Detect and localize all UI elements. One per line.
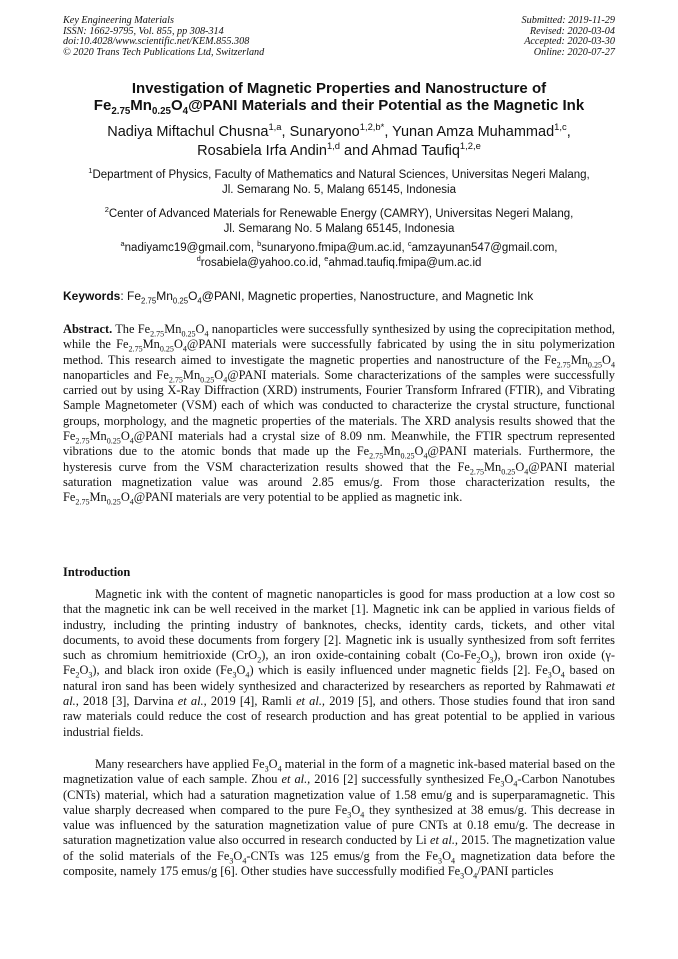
paper-title — [40, 80, 638, 117]
keywords-label: Keywords — [63, 289, 121, 303]
revised-date: Revised: 2020-03-04 — [529, 25, 615, 37]
email-link[interactable]: ahmad.taufiq.fmipa@um.ac.id — [328, 256, 482, 269]
online-date: Online: 2020-07-27 — [533, 46, 615, 58]
author-sep: , — [384, 124, 393, 140]
abstract-label: Abstract. — [63, 322, 113, 336]
author-name: Rosabiela Irfa Andin — [197, 143, 327, 159]
author-sep: and — [340, 143, 372, 159]
author-sup: 1,2,b* — [359, 121, 385, 133]
email-sup: b — [257, 239, 262, 249]
author-list — [40, 123, 638, 161]
email-link[interactable]: amzayunan547@gmail.com, — [411, 242, 558, 254]
authors-line-1 — [40, 123, 638, 142]
email-sup: c — [407, 239, 412, 249]
title-line-1: Investigation of Magnetic Properties and Nanostructure of — [131, 80, 547, 97]
formula-fe: Fe — [93, 97, 112, 114]
author-name: Ahmad Taufiq — [371, 143, 460, 159]
formula-mn: Mn — [130, 97, 152, 114]
keywords: Keywords: $Fe_{2.75}Mn_{0.25}O_4@PANI$, Magnetic properties, Nanostructure, and Magnetic Ink — [63, 289, 534, 306]
formula-o-sub: 4 — [182, 106, 189, 117]
affiliation-line: Center of Advanced Materials for Renewable Energy (CAMRY), Universitas Negeri Malang, — [108, 208, 574, 220]
affiliation-line: Jl. Semarang No. 5 Malang 65145, Indonesia — [223, 223, 455, 235]
email-sup: e — [324, 253, 329, 263]
author-sep: , — [566, 124, 571, 140]
journal-copyright: © 2020 Trans Tech Publications Ltd, Switzerland — [63, 46, 265, 58]
authors-line-2 — [40, 142, 638, 161]
author-name: Yunan Amza Muhammad — [392, 124, 555, 140]
intro-paragraph-1: Magnetic ink with the content of magnetic nanoparticles is good for mass production at a low cost so that the magnetic ink can be well received in the market [1]. Magnetic ink can be applied in various fields of industry, including the printing industry of banknotes, checks, identity cards, tickets, and other vital documents, to avoid these documents from forgery [2]. Magnetic ink is usually synthesized from soft ferrites such as chromium hemitrioxide (CrO$_2$), an iron oxide-containing cobalt $(Co-Fe_2O_3)$, brown iron oxide $(\gamma-Fe_2O_3)$, and black iron oxide $(Fe_3O_4)$ which is easily influenced under magnetic fields [2]. $Fe_3O_4$ based on natural iron sand has been widely synthesized and characterized by researchers as reported by Rahmawati et al., 2018 [3], Darvina et al., 2019 [4], Ramli et al., 2019 [5], and others. Those studies found that iron sand raw materials could reduce the cost of research production and has great potential to be applied in various industrial fields. — [63, 587, 615, 739]
abstract — [63, 322, 615, 506]
author-name: Nadiya Miftachul Chusna — [107, 124, 269, 140]
intro-paragraph-2: Many researchers have applied $Fe_3O_4$ material in the form of a magnetic ink-based material based on the magnetization value of each sample. Zhou et al., 2016 [2] successfully synthesized $Fe_3O_4$-Carbon Nanotubes (CNTs) material, which had a saturation magnetization value of 1.58 emu/g and is superparamagnetic. This value sharply decreased when compared to the pure $Fe_3O_4$ they synthesized at 38 emus/g. This decrease in value was influenced by the saturation magnetization value of pure CNTs at 0.18 emu/g. The decrease in saturation magnetization value also occurred in research conducted by Li et al., 2015. The magnetization value of the solid materials of the $Fe_3O_4$-CNTs was 125 emus/g from the $Fe_3O_4$ magnetization data before the composite, namely 175 emus/g [6]. Other studies have successfully modified $Fe_3O_4$/PANI particles — [63, 757, 616, 881]
affiliation-num: 1 — [88, 166, 93, 176]
affiliation-1 — [40, 168, 638, 198]
email-list — [40, 241, 638, 270]
formula-pani: @PANI — [188, 97, 238, 114]
author-sup: 1,d — [326, 140, 341, 152]
journal-name: Key Engineering Materials — [63, 15, 174, 26]
author-name: Sunaryono — [289, 124, 360, 140]
author-sup: 1,c — [554, 121, 567, 133]
email-sup: a — [120, 239, 125, 249]
dates-info — [522, 16, 615, 58]
accepted-date: Accepted: 2020-03-30 — [524, 36, 615, 48]
author-sep: , — [281, 124, 290, 140]
title-line-2-rest: Materials and their Potential as the Magnetic Ink — [237, 97, 585, 114]
abstract-text: The $Fe_{2.75}Mn_{0.25}O_4$ nanoparticles were successfully synthesized by using the coprecipitation method, while the $Fe_{2.75}Mn_{0.25}O_4@PANI$ materials were successfully fabricated by using the in situ polymerization method. This research aimed to investigate the magnetic properties and nanostructure of the $Fe_{2.75}Mn_{0.25}O_4$ nanoparticles and $Fe_{2.75}Mn_{0.25}O_4@PANI$ materials. Some characterizations of the samples were successfully carried out by using X-Ray Diffraction (XRD) instruments, Fourier Transform Infrared (FTIR), and Vibrating Sample Magnetometer (VSM) each of which was conducted to characterize the crystal structure, functional groups, morphology, and the magnetic properties of the materials. The XRD analysis results showed that the $Fe_{2.75}Mn_{0.25}O_4@PANI$ materials had a crystal size of 8.09 nm. Meanwhile, the FTIR spectrum represented vibrations due to the atomic bonds that made up the $Fe_{2.75}Mn_{0.25}O_4@PANI$ materials. Furthermore, the hysteresis curve from the VSM characterization results showed that the $Fe_{2.75}Mn_{0.25}O_4@PANI$ material saturation magnetization value was around 2.85 emus/g. From those characterization results, the $Fe_{2.75}Mn_{0.25}O_4@PANI$ materials are very potential to be applied as magnetic ink. — [63, 322, 615, 507]
title-line-2 — [40, 97, 638, 117]
affiliation-2 — [40, 207, 638, 237]
journal-doi: doi:10.4028/www.scientific.net/KEM.855.308 — [63, 36, 250, 48]
formula-mn-sub: 0.25 — [151, 106, 171, 117]
introduction-heading: Introduction — [63, 565, 131, 579]
email-link[interactable]: sunaryono.fmipa@um.ac.id, — [261, 242, 408, 254]
formula-fe-sub: 2.75 — [111, 106, 131, 117]
email-sup: d — [196, 253, 201, 263]
email-link[interactable]: rosabiela@yahoo.co.id, — [200, 256, 325, 269]
journal-issn: ISSN: 1662-9795, Vol. 855, pp 308-314 — [63, 25, 224, 37]
author-sup: 1,a — [268, 121, 282, 133]
author-sup: 1,2,e — [459, 140, 481, 152]
email-link[interactable]: nadiyamc19@gmail.com, — [124, 242, 258, 254]
formula-o: O — [170, 97, 183, 114]
affiliation-line: Department of Physics, Faculty of Mathematics and Natural Sciences, Universitas Negeri Malang, — [92, 169, 590, 181]
affiliation-num: 2 — [104, 205, 109, 215]
submitted-date: Submitted: 2019-11-29 — [521, 15, 615, 26]
journal-info — [63, 16, 264, 58]
affiliation-line: Jl. Semarang No. 5, Malang 65145, Indonesia — [222, 184, 456, 196]
keywords-text: Magnetic properties, Nanostructure, and Magnetic Ink — [247, 289, 534, 303]
